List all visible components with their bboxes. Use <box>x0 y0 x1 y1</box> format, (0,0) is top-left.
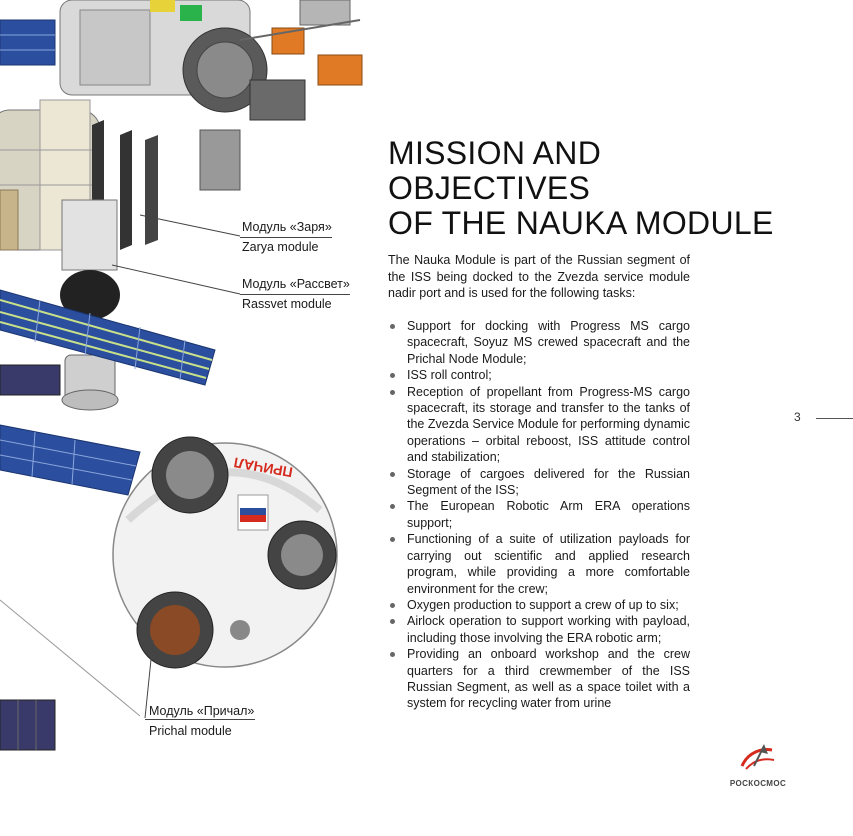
solar-array-top-left <box>0 20 55 65</box>
page-title-line-2: OF THE NAUKA MODULE <box>388 205 774 241</box>
task-item: Providing an onboard workshop and the crew quarters for a third crewmember of the ISS Russian Segment, as well as a space toilet with a system for recycling water from urine <box>388 646 690 712</box>
zarya-label-en: Zarya module <box>242 240 319 254</box>
zarya-label <box>242 219 332 255</box>
prichal-label-ru: Модуль «Причал» <box>149 704 255 718</box>
rassvet-label-en: Rassvet module <box>242 297 332 311</box>
truss-line <box>0 600 140 716</box>
roscosmos-emblem-icon <box>738 742 778 772</box>
zvezda-segment-illustration <box>60 0 362 190</box>
task-item: Support for docking with Progress MS cargo spacecraft, Soyuz MS crewed spacecraft and the Prichal Node Module; <box>388 318 690 367</box>
page-number: 3 <box>794 410 801 424</box>
roscosmos-logo-text: РОСКОСМОС <box>729 779 787 788</box>
rassvet-leader-line <box>112 265 240 294</box>
task-item: Airlock operation to support working with payload, including those involving the ERA robotic arm; <box>388 613 690 646</box>
task-item: Reception of propellant from Progress-MS cargo spacecraft, its storage and transfer to the tanks of the Zvezda Service Module for performing dynamic operations – orbital reboost, ISS attitude control and stabilization; <box>388 384 690 466</box>
prichal-marking: ПРИЧАЛ <box>232 454 294 481</box>
task-item: The European Robotic Arm ERA operations support; <box>388 498 690 531</box>
page-number-rule <box>816 418 853 419</box>
roscosmos-logo <box>722 742 794 788</box>
rassvet-label <box>242 276 350 312</box>
page-title <box>388 136 808 241</box>
task-list <box>388 318 690 712</box>
task-item: Functioning of a suite of utilization payloads for carrying out scientific and applied research program, while providing a more comfortable environment for the crew; <box>388 531 690 597</box>
prichal-module-illustration <box>113 437 337 668</box>
page-title-line-1: MISSION AND OBJECTIVES <box>388 135 602 206</box>
intro-paragraph: The Nauka Module is part of the Russian segment of the ISS being docked to the Zvezda service module nadir port and is used for the following tasks: <box>388 253 690 300</box>
task-item: Storage of cargoes delivered for the Russian Segment of the ISS; <box>388 466 690 499</box>
zarya-label-ru: Модуль «Заря» <box>242 220 332 234</box>
rassvet-module-illustration <box>60 200 120 410</box>
task-item: Oxygen production to support a crew of up to six; <box>388 597 690 613</box>
prichal-label <box>149 703 254 739</box>
task-item: ISS roll control; <box>388 367 690 383</box>
rassvet-label-ru: Модуль «Рассвет» <box>242 277 350 291</box>
prichal-label-en: Prichal module <box>149 724 232 738</box>
